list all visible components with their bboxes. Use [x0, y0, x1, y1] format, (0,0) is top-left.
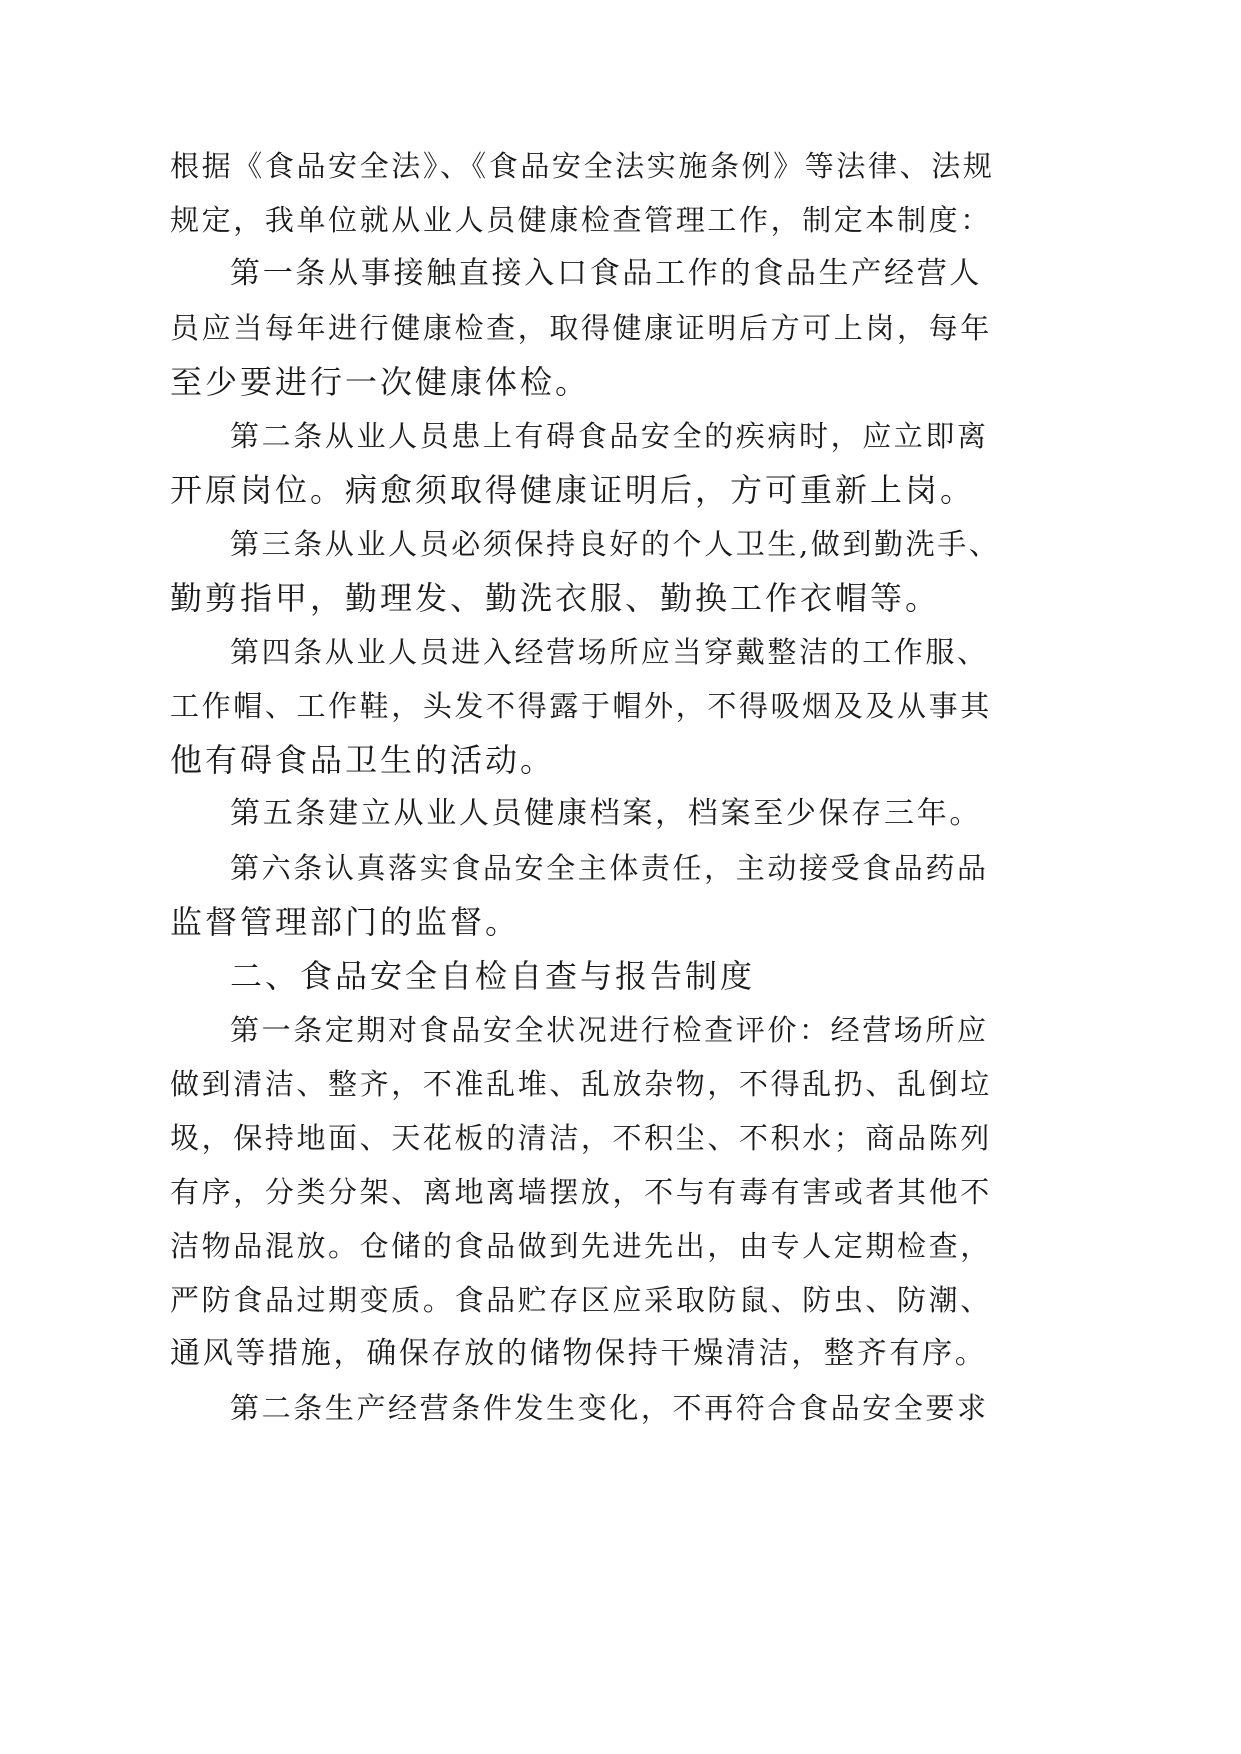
text-line: 第六条认真落实食品安全主体责任，主动接受食品药品 — [230, 851, 989, 885]
text-line: 开原岗位。病愈须取得健康证明后，方可重新上岗。 — [170, 471, 976, 509]
text-line: 工作帽、工作鞋，头发不得露于帽外，不得吸烟及及从事其 — [170, 689, 992, 723]
text-line: 第二条生产经营条件发生变化，不再符合食品安全要求 — [230, 1391, 989, 1425]
text-line: 第一条定期对食品安全状况进行检查评价：经营场所应 — [230, 1013, 989, 1047]
text-line: 第四条从业人员进入经营场所应当穿戴整洁的工作服、 — [230, 635, 989, 669]
text-line: 根据《食品安全法》、《食品安全法实施条例》等法律、法规 — [170, 149, 995, 183]
text-line: 他有碍食品卫生的活动。 — [170, 741, 556, 779]
text-line: 圾，保持地面、天花板的清洁，不积尘、不积水；商品陈列 — [170, 1121, 992, 1155]
text-line: 监督管理部门的监督。 — [170, 903, 521, 941]
text-line: 第五条建立从业人员健康档案，档案至少保存三年。 — [230, 796, 983, 831]
text-line: 第一条从事接触直接入口食品工作的食品生产经营人 — [230, 256, 983, 291]
text-line: 勤剪指甲，勤理发、勤洗衣服、勤换工作衣帽等。 — [170, 579, 941, 617]
text-line: 严防食品过期变质。食品贮存区应采取防鼠、防虫、防潮、 — [170, 1283, 992, 1317]
text-line: 第二条从业人员患上有碍食品安全的疾病时，应立即离 — [230, 419, 989, 453]
text-line: 规定，我单位就从业人员健康检查管理工作，制定本制度： — [170, 203, 992, 237]
text-line: 通风等措施，确保存放的储物保持干燥清洁，整齐有序。 — [170, 1336, 988, 1371]
text-line: 有序，分类分架、离地离墙摆放，不与有毒有害或者其他不 — [170, 1175, 992, 1209]
text-line: 洁物品混放。仓储的食品做到先进先出，由专人定期检查， — [170, 1229, 992, 1263]
text-line: 做到清洁、整齐，不准乱堆、乱放杂物，不得乱扔、乱倒垃 — [170, 1067, 992, 1101]
text-line: 第三条从业人员必须保持良好的个人卫生,做到勤洗手、 — [230, 527, 1001, 561]
section-heading: 二、食品安全自检自查与报告制度 — [230, 957, 756, 995]
text-line: 员应当每年进行健康检查，取得健康证明后方可上岗，每年 — [170, 311, 992, 345]
text-line: 至少要进行一次健康体检。 — [170, 363, 591, 401]
